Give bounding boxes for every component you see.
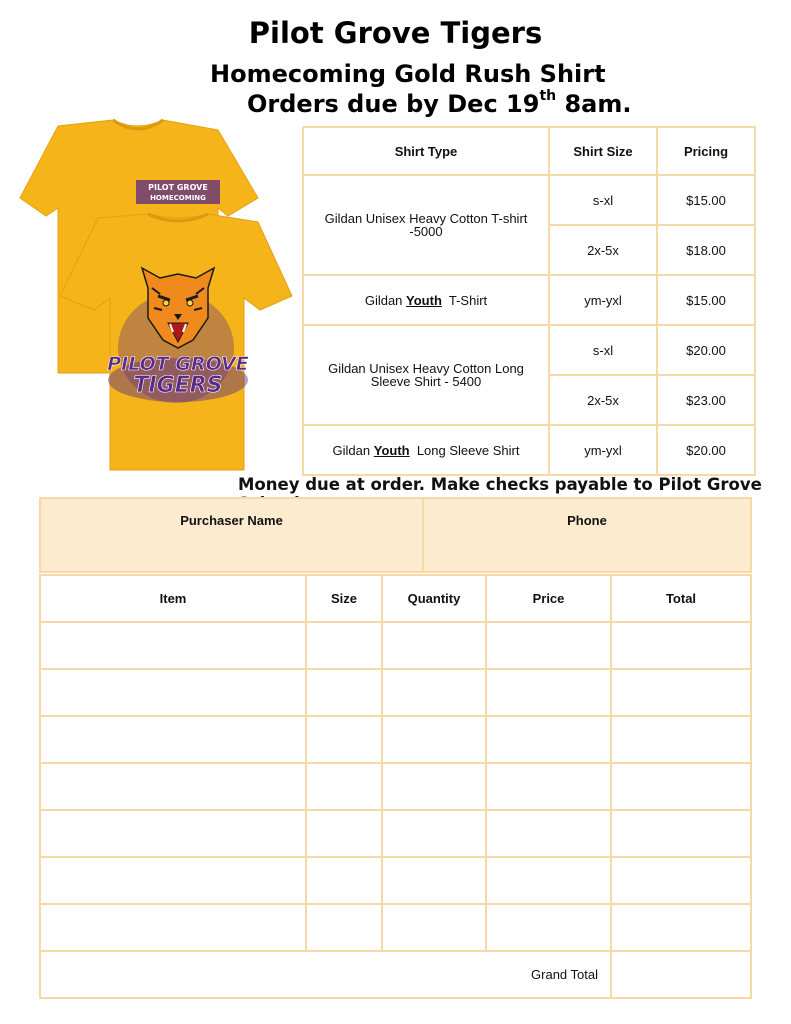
pricing-type-cell: Gildan Unisex Heavy Cotton Long Sleeve Shirt - 5400 (303, 325, 549, 425)
page-title: Pilot Grove Tigers (248, 16, 543, 50)
quantity-cell[interactable] (382, 669, 486, 716)
price-cell[interactable] (486, 857, 611, 904)
total-cell[interactable] (611, 810, 751, 857)
pricing-price-cell: $15.00 (657, 275, 755, 325)
item-cell[interactable] (40, 622, 306, 669)
item-cell[interactable] (40, 810, 306, 857)
phone-field[interactable] (424, 499, 750, 571)
grand-total-cell[interactable] (611, 951, 751, 998)
pricing-header-row (303, 127, 755, 175)
pricing-header-type: Shirt Type (303, 127, 549, 175)
order-header-size: Size (306, 575, 382, 622)
order-header-total: Total (611, 575, 751, 622)
table-row (40, 716, 751, 763)
price-cell[interactable] (486, 763, 611, 810)
pricing-type-suffix: T-Shirt (441, 292, 488, 308)
total-cell[interactable] (611, 857, 751, 904)
pricing-size-cell: s-xl (549, 175, 657, 225)
order-deadline (247, 88, 631, 118)
back-print-text-1: PILOT GROVE (107, 353, 249, 375)
price-cell[interactable] (486, 716, 611, 763)
total-cell[interactable] (611, 669, 751, 716)
pricing-type-youth: Youth (373, 442, 410, 458)
quantity-cell[interactable] (382, 622, 486, 669)
pricing-row (303, 175, 755, 225)
item-cell[interactable] (40, 857, 306, 904)
pricing-price-cell: $23.00 (657, 375, 755, 425)
size-cell[interactable] (306, 904, 382, 951)
pricing-table (302, 126, 756, 476)
pricing-price-cell: $20.00 (657, 425, 755, 475)
quantity-cell[interactable] (382, 904, 486, 951)
pricing-row (303, 325, 755, 375)
pricing-row (303, 425, 755, 475)
price-cell[interactable] (486, 810, 611, 857)
pricing-type-prefix: Gildan (332, 442, 374, 458)
size-cell[interactable] (306, 669, 382, 716)
total-cell[interactable] (611, 622, 751, 669)
grand-total-label: Grand Total (40, 951, 611, 998)
pricing-row (303, 275, 755, 325)
table-row (40, 904, 751, 951)
purchaser-box (39, 497, 752, 573)
shirt-illustration (18, 118, 294, 474)
order-table (39, 574, 752, 999)
size-cell[interactable] (306, 716, 382, 763)
front-print-text-1: PILOT GROVE (148, 183, 208, 192)
grand-total-row (40, 951, 751, 998)
price-cell[interactable] (486, 904, 611, 951)
pricing-header-price: Pricing (657, 127, 755, 175)
quantity-cell[interactable] (382, 763, 486, 810)
pricing-size-cell: ym-yxl (549, 275, 657, 325)
phone-label: Phone (567, 513, 607, 528)
pricing-type-cell (303, 275, 549, 325)
total-cell[interactable] (611, 716, 751, 763)
order-deadline-suffix: th (539, 88, 557, 104)
size-cell[interactable] (306, 622, 382, 669)
pricing-price-cell: $15.00 (657, 175, 755, 225)
pricing-type-prefix: Gildan (364, 292, 407, 308)
item-cell[interactable] (40, 904, 306, 951)
size-cell[interactable] (306, 810, 382, 857)
order-deadline-time: 8am. (556, 90, 632, 118)
front-print-text-2: HOMECOMING (150, 194, 206, 202)
quantity-cell[interactable] (382, 716, 486, 763)
order-header-price: Price (486, 575, 611, 622)
total-cell[interactable] (611, 763, 751, 810)
payment-notice: Money due at order. Make checks payable to Pilot Grove (238, 475, 762, 494)
pricing-size-cell: ym-yxl (549, 425, 657, 475)
total-cell[interactable] (611, 904, 751, 951)
order-header-row (40, 575, 751, 622)
table-row (40, 669, 751, 716)
table-row (40, 810, 751, 857)
order-deadline-main: Orders due by Dec 19 (247, 90, 540, 118)
table-row (40, 622, 751, 669)
table-row (40, 763, 751, 810)
pricing-header-size: Shirt Size (549, 127, 657, 175)
quantity-cell[interactable] (382, 857, 486, 904)
item-cell[interactable] (40, 763, 306, 810)
size-cell[interactable] (306, 763, 382, 810)
purchaser-name-field[interactable] (41, 499, 424, 571)
purchaser-name-label: Purchaser Name (180, 513, 283, 528)
back-print-text-2: TIGERS (133, 373, 223, 398)
order-header-quantity: Quantity (382, 575, 486, 622)
item-cell[interactable] (40, 669, 306, 716)
pricing-size-cell: s-xl (549, 325, 657, 375)
pricing-type-youth: Youth (406, 292, 442, 308)
pricing-price-cell: $20.00 (657, 325, 755, 375)
quantity-cell[interactable] (382, 810, 486, 857)
order-header-item: Item (40, 575, 306, 622)
pricing-size-cell: 2x-5x (549, 375, 657, 425)
pricing-type-cell (303, 425, 549, 475)
pricing-price-cell: $18.00 (657, 225, 755, 275)
table-row (40, 857, 751, 904)
size-cell[interactable] (306, 857, 382, 904)
price-cell[interactable] (486, 669, 611, 716)
pricing-size-cell: 2x-5x (549, 225, 657, 275)
pricing-type-suffix: Long Sleeve Shirt (409, 442, 520, 458)
pricing-type-cell: Gildan Unisex Heavy Cotton T-shirt -5000 (303, 175, 549, 275)
price-cell[interactable] (486, 622, 611, 669)
item-cell[interactable] (40, 716, 306, 763)
page-subtitle: Homecoming Gold Rush Shirt (210, 60, 606, 88)
